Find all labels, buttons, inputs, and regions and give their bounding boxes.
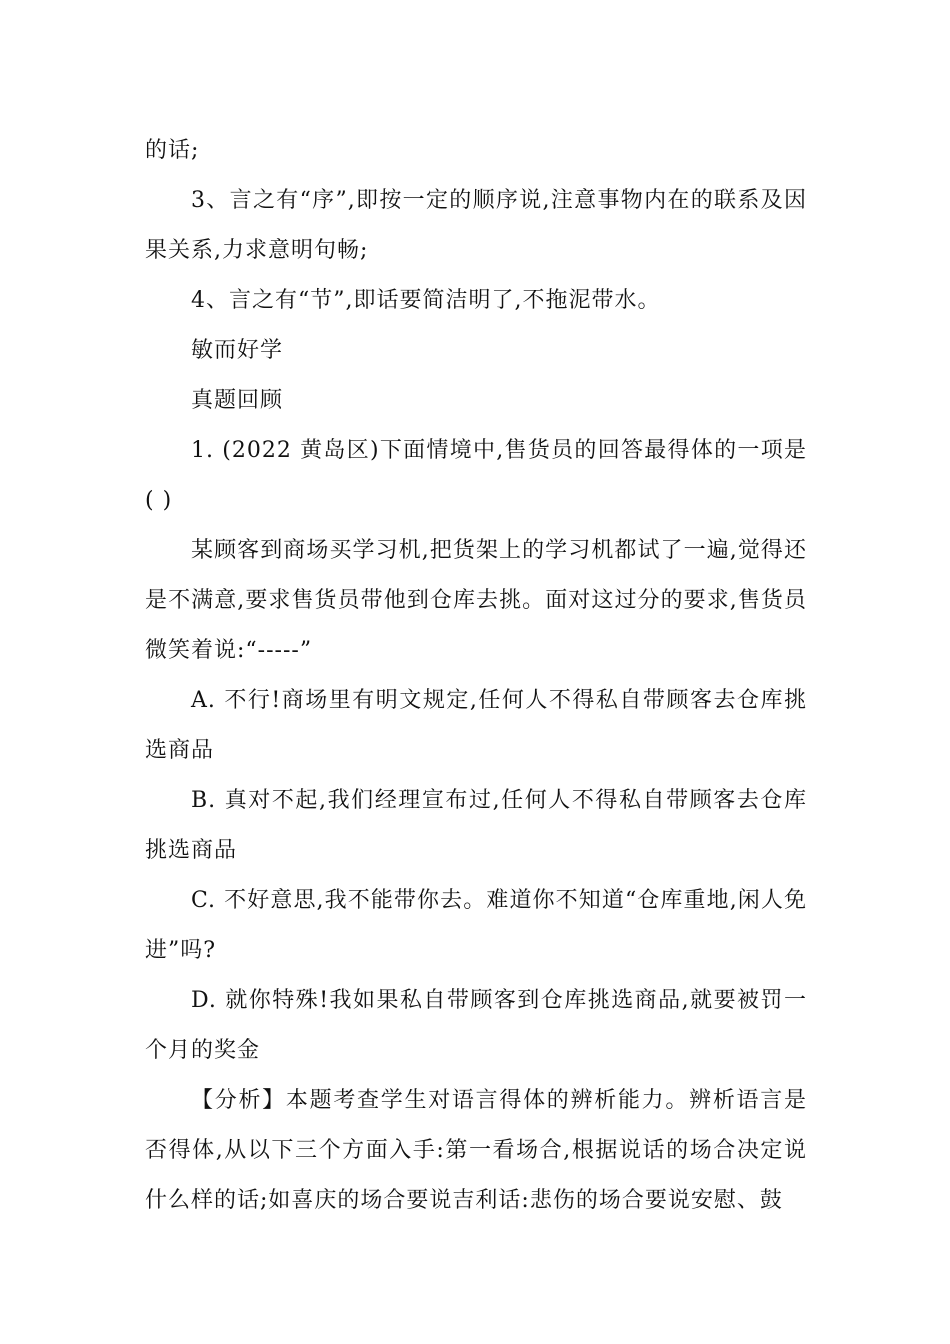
- question-1: 1. (2022 黄岛区)下面情境中,售货员的回答最得体的一项是( ): [145, 438, 807, 513]
- option-b: B. 真对不起,我们经理宣布过,任何人不得私自带顾客去仓库挑选商品: [145, 788, 807, 863]
- paragraph-point-4: 4、言之有“节”,即话要简洁明了,不拖泥带水。: [191, 288, 661, 313]
- option-a: A. 不行!商场里有明文规定,任何人不得私自带顾客去仓库挑选商品: [145, 688, 807, 763]
- question-scenario: 某顾客到商场买学习机,把货架上的学习机都试了一遍,觉得还是不满意,要求售货员带他到仓库去挑。面对这过分的要求,售货员微笑着说:“-----”: [145, 538, 807, 663]
- analysis-paragraph: 【分析】本题考查学生对语言得体的辨析能力。辨析语言是否得体,从以下三个方面入手:第一看场合,根据说话的场合决定说什么样的话;如喜庆的场合要说吉利话:悲伤的场合要说安慰、鼓: [145, 1088, 807, 1213]
- section-heading-study: 敏而好学: [191, 338, 284, 363]
- document-body: [145, 126, 807, 1226]
- option-c: C. 不好意思,我不能带你去。难道你不知道“仓库重地,闲人免进”吗?: [145, 888, 807, 963]
- paragraph-point-3: 3、言之有“序”,即按一定的顺序说,注意事物内在的联系及因果关系,力求意明句畅;: [145, 188, 807, 263]
- section-heading-review: 真题回顾: [191, 388, 284, 413]
- paragraph-continuation: 的话;: [145, 138, 200, 163]
- option-d: D. 就你特殊!我如果私自带顾客到仓库挑选商品,就要被罚一个月的奖金: [145, 988, 807, 1063]
